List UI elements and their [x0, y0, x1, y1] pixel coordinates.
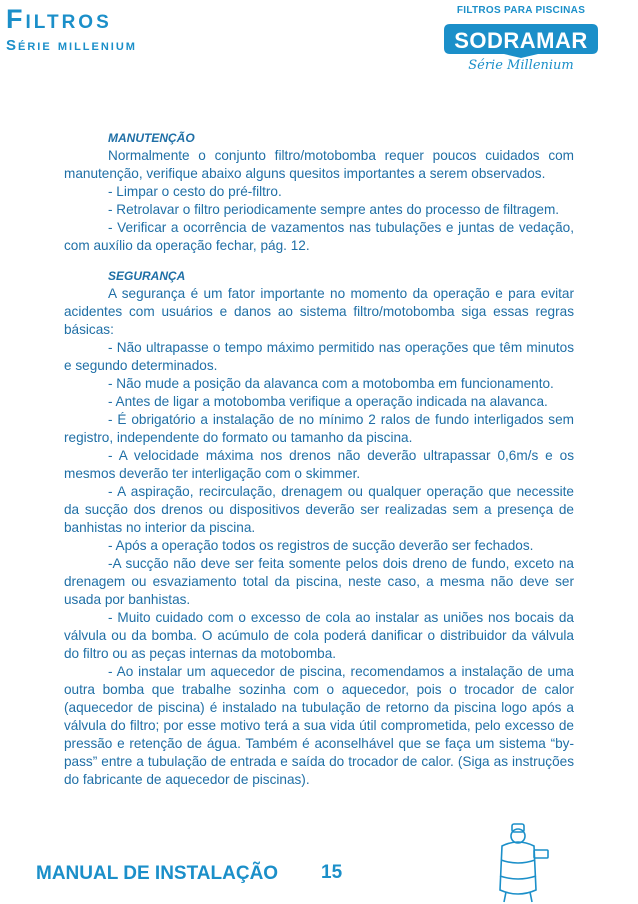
seguranca-item: - Ao instalar um aquecedor de piscina, recomendamos a instalação de uma outra bomba que trabalhe sozinha com o aquecedor, pois o trocador de calor (aquecedor de piscina) é instalado na tubulação de retorno da piscina logo após a válvula do filtro; por esse motivo terá a sua vida útil comprometida, pelo excesso de pressão e retenção de água. Também é aconselhável que se faça um sistema “by-pass” entre a tubulação de entrada e saída do trocador de calor. (Siga as instruções do fabricante de aquecedor de piscinas).: [64, 664, 574, 787]
sand-filter-icon: [488, 820, 558, 904]
manutencao-item: - Limpar o cesto do pré-filtro.: [108, 184, 282, 199]
page-number: 15: [321, 862, 343, 883]
sodramar-logo: [436, 2, 606, 76]
manutencao-heading: MANUTENÇÃO: [108, 131, 195, 145]
manutencao-section: [64, 129, 574, 255]
seguranca-heading: SEGURANÇA: [108, 269, 186, 283]
logo-tagline: FILTROS PARA PISCINAS: [456, 5, 586, 16]
seguranca-item: - Antes de ligar a motobomba verifique a operação indicada na alavanca.: [108, 394, 548, 409]
seguranca-item: - Não ultrapasse o tempo máximo permitido nas operações que têm minutos e segundo determinados.: [64, 340, 574, 373]
manutencao-intro: Normalmente o conjunto filtro/motobomba requer poucos cuidados com manutenção, verifique abaixo alguns quesitos importantes a serem observados.: [64, 148, 574, 181]
header-title: Filtros: [6, 4, 112, 34]
header-subtitle: Série millenium: [6, 37, 137, 54]
seguranca-item: - Muito cuidado com o excesso de cola ao instalar as uniões nos bocais da válvula ou da bomba. O acúmulo de cola poderá danificar o distribuidor da válvula do filtro ou as peças internas da motobomba.: [64, 610, 574, 661]
manutencao-item: - Verificar a ocorrência de vazamentos nas tubulações e juntas de vedação, com auxílio da operação fechar, pág. 12.: [64, 220, 574, 253]
logo-brand: SODRAMAR: [454, 28, 588, 53]
seguranca-intro: A segurança é um fator importante no momento da operação e para evitar acidentes com usuários e danos ao sistema filtro/motobomba siga essas regras básicas:: [64, 286, 574, 337]
seguranca-item: - Após a operação todos os registros de sucção deverão ser fechados.: [108, 538, 534, 553]
footer-title: MANUAL DE INSTALAÇÃO: [36, 863, 279, 884]
manutencao-item: - Retrolavar o filtro periodicamente sempre antes do processo de filtragem.: [108, 202, 560, 217]
seguranca-item: - A velocidade máxima nos drenos não deverão ultrapassar 0,6m/s e os mesmos deverão ter interligação com o skimmer.: [64, 448, 574, 481]
page-content: [64, 129, 574, 789]
seguranca-item: - Não mude a posição da alavanca com a motobomba em funcionamento.: [108, 376, 554, 391]
seguranca-item: - A aspiração, recirculação, drenagem ou qualquer operação que necessite da sucção dos drenos ou dispositivos deverão ser realizadas sem a presença de banhistas no interior da piscina.: [64, 484, 574, 535]
logo-series: Série Millenium: [468, 58, 574, 73]
seguranca-section: [64, 267, 574, 789]
seguranca-item: - É obrigatório a instalação de no mínimo 2 ralos de fundo interligados sem registro, independente do formato ou tamanho da piscina.: [64, 412, 574, 445]
seguranca-item: -A sucção não deve ser feita somente pelos dois dreno de fundo, exceto na drenagem ou esvaziamento total da piscina, neste caso, a mesma não deve ser usada por banhistas.: [64, 556, 574, 607]
